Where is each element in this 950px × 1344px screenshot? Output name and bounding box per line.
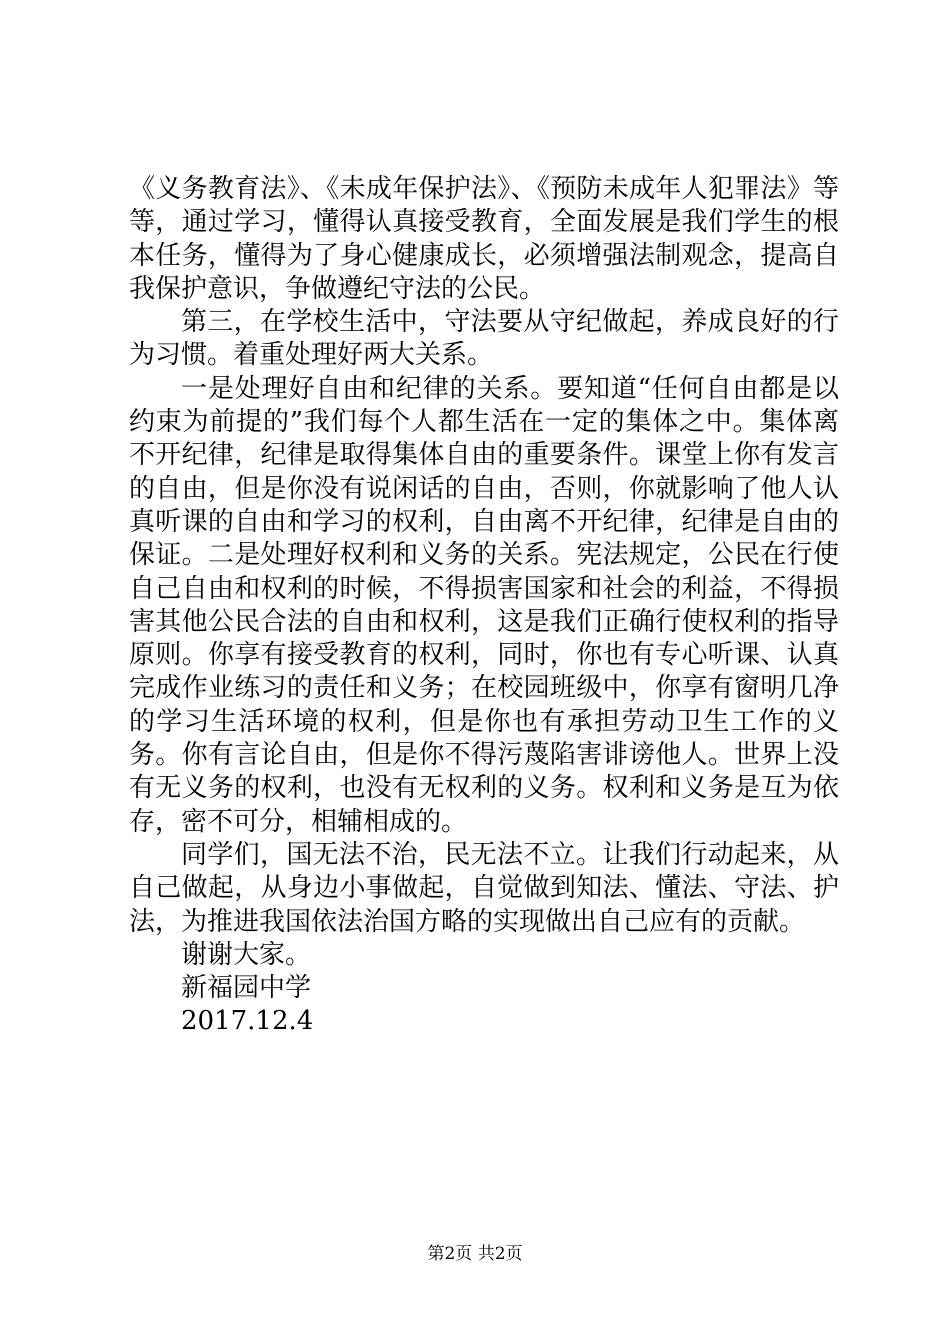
paragraph-third-point: 第三，在学校生活中，守法要从守纪做起，养成良好的行为习惯。着重处理好两大关系。	[129, 307, 839, 371]
document-body	[129, 173, 839, 1039]
paragraph-call-to-action: 同学们，国无法不治，民无法不立。让我们行动起来，从自己做起，从身边小事做起，自觉做到知法、懂法、守法、护法，为推进我国依法治国方略的实现做出自己应有的贡献。	[129, 839, 839, 937]
school-name: 新福园中学	[181, 973, 312, 1004]
closing-thanks: 谢谢大家。	[181, 939, 312, 970]
page-footer	[0, 1243, 950, 1265]
document-date: 2017.12.4	[181, 1006, 314, 1037]
paragraph-laws-continuation: 《义务教育法》、《未成年保护法》、《预防未成年人犯罪法》等等，通过学习，懂得认真接受教育，全面发展是我们学生的根本任务，懂得为了身心健康成长，必须增强法制观念，提高自我保护意识，争做遵纪守法的公民。	[129, 174, 839, 304]
paragraph-freedom-discipline: 一是处理好自由和纪律的关系。要知道“任何自由都是以约束为前提的”我们每个人都生活在一定的集体之中。集体离不开纪律，纪律是取得集体自由的重要条件。课堂上你有发言的自由，但是你没有说闲话的自由，否则，你就影响了他人认真听课的自由和学习的权利，自由离不开纪律，纪律是自由的保证。二是处理好权利和义务的关系。宪法规定，公民在行使自己自由和权利的时候，不得损害国家和社会的利益，不得损害其他公民合法的自由和权利，这是我们正确行使权利的指导原则。你享有接受教育的权利，同时，你也有专心听课、认真完成作业练习的责任和义务；在校园班级中，你享有窗明几净的学习生活环境的权利，但是你也有承担劳动卫生工作的义务。你有言论自由，但是你不得污蔑陷害诽谤他人。世界上没有无义务的权利，也没有无权利的义务。权利和义务是互为依存，密不可分，相辅相成的。	[129, 373, 839, 837]
page-indicator: 第2页 共2页	[427, 1244, 523, 1264]
